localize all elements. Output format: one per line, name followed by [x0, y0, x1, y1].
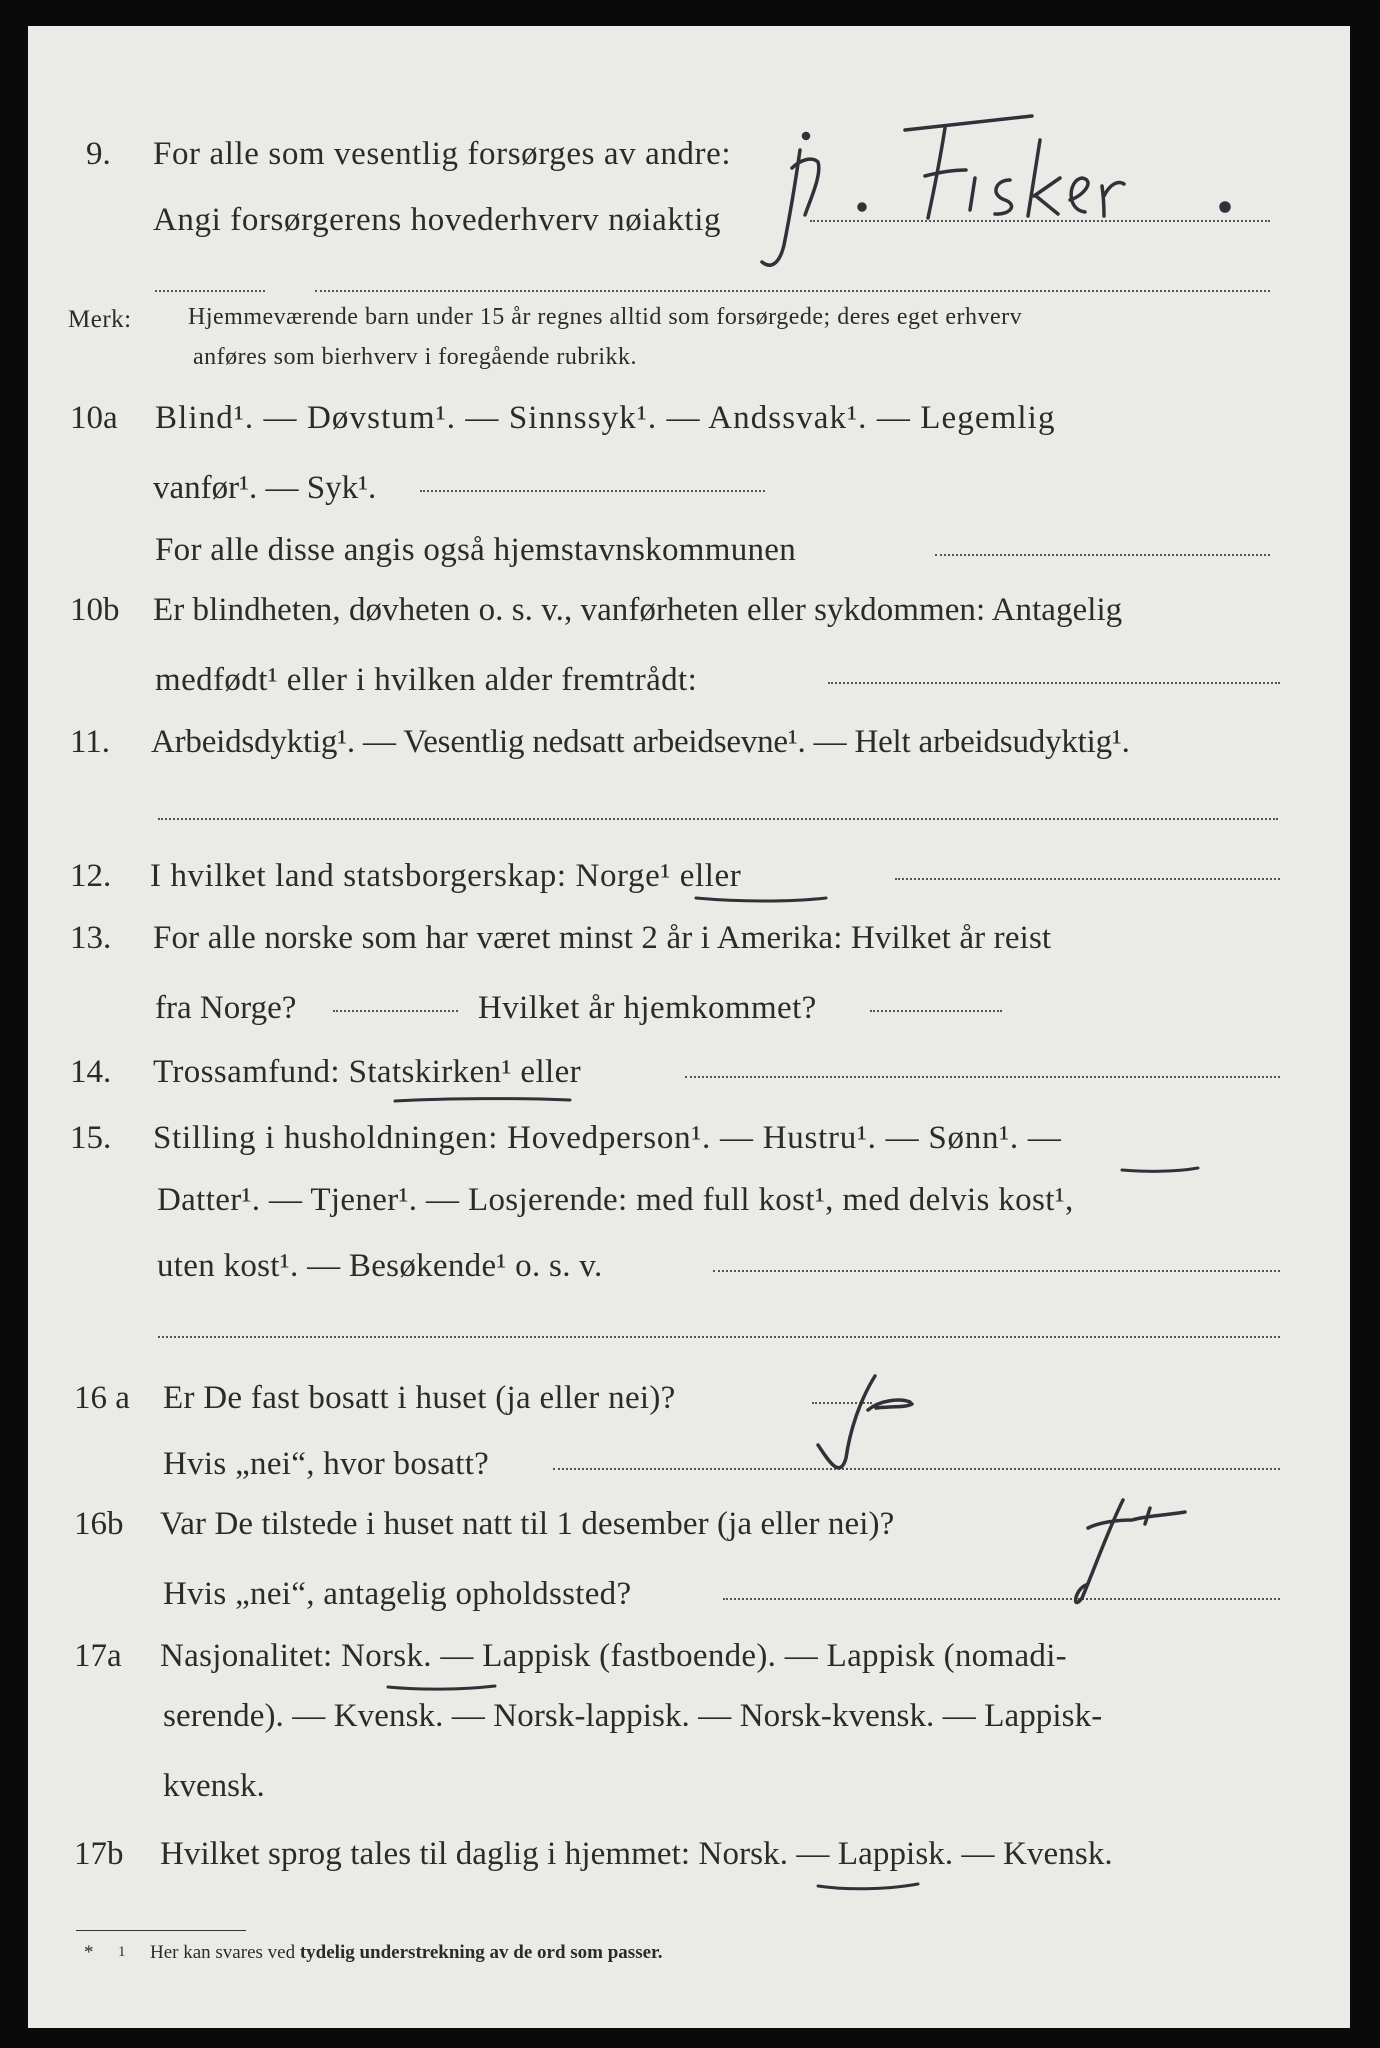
q10b-line1: Er blindheten, døvheten o. s. v., vanførheten eller sykdommen: Antagelig [153, 592, 1123, 628]
q14-line1: Trossamfund: Statskirken¹ eller [153, 1054, 582, 1090]
hw-occupation-period [859, 204, 865, 210]
q11-line1: Arbeidsdyktig¹. — Vesentlig nedsatt arbeidsevne¹. — Helt arbeidsudyktig¹. [151, 724, 1130, 760]
q16a-number: 16 a [74, 1380, 130, 1416]
q17a-line2: serende). — Kvensk. — Norsk-lappisk. — Norsk-kvensk. — Lappisk- [163, 1698, 1103, 1734]
footnote-marker: * [84, 1942, 94, 1963]
footnote-text-bold: tydelig understrekning av de ord som passer. [299, 1942, 663, 1963]
q9-number: 9. [86, 136, 111, 172]
q17b-line1: Hvilket sprog tales til daglig i hjemmet: Norsk. — Lappisk. — Kvensk. [160, 1836, 1113, 1872]
hw-occupation-e [1070, 178, 1088, 212]
hw-occupation-final-period [1221, 203, 1229, 211]
q16b-line2: Hvis „nei“, antagelig opholdssted? [163, 1576, 632, 1612]
underline-norge [696, 898, 826, 901]
q10a-line2: vanfør¹. — Syk¹. [153, 470, 377, 506]
hw-16b-J [1076, 1500, 1123, 1603]
hw-occupation-i [970, 178, 975, 210]
underline-statskirken [395, 1099, 570, 1101]
q17a-line1: Nasjonalitet: Norsk. — Lappisk (fastboende). — Lappisk (nomadi- [160, 1638, 1067, 1674]
hw-occupation-k [1028, 140, 1060, 216]
underline-norsk-17a [388, 1686, 495, 1689]
q9-line2: Angi forsørgerens hovederhverv nøiaktig [153, 202, 722, 238]
hw-occupation-s [995, 180, 1012, 214]
q16a-line1: Er De fast bosatt i huset (ja eller nei)? [163, 1380, 676, 1416]
q14-number: 14. [70, 1054, 112, 1090]
merk-label: Merk: [68, 306, 132, 333]
q17a-line3: kvensk. [163, 1768, 265, 1804]
q16a-line2: Hvis „nei“, hvor bosatt? [163, 1446, 490, 1482]
hw-16b-a [1088, 1512, 1185, 1528]
underline-norsk-17b [818, 1884, 918, 1889]
q15-line2: Datter¹. — Tjener¹. — Losjerende: med full kost¹, med delvis kost¹, [157, 1182, 1074, 1218]
hw-16a-a [868, 1400, 912, 1410]
q10b-line2: medfødt¹ eller i hvilken alder fremtrådt: [155, 662, 698, 698]
q16b-number: 16b [74, 1506, 124, 1542]
q10a-line3: For alle disse angis også hjemstavnskommunen [155, 532, 797, 568]
q17b-number: 17b [74, 1836, 124, 1872]
underline-sonn [1122, 1168, 1198, 1171]
q15-line1: Stilling i husholdningen: Hovedperson¹. — Hustru¹. — Sønn¹. — [153, 1120, 1062, 1156]
q13-line1: For alle norske som har været minst 2 år i Amerika: Hvilket år reist [153, 920, 1052, 956]
q9-line1: For alle som vesentlig forsørges av andre: [153, 136, 732, 172]
q16b-line1: Var De tilstede i huset natt til 1 desember (ja eller nei)? [160, 1506, 895, 1542]
q10a-line1: Blind¹. — Døvstum¹. — Sinnssyk¹. — Andssvak¹. — Legemlig [155, 400, 1056, 436]
merk-line2: anføres som bierhverv i foregående rubrikk. [193, 344, 638, 370]
footnote-ref: 1 [118, 1944, 126, 1960]
hw-occupation-F-top [905, 116, 1032, 130]
q17a-number: 17a [74, 1638, 122, 1674]
hw-occupation-F-bar [925, 170, 966, 176]
q13-line2a: fra Norge? [155, 990, 297, 1026]
q10a-number: 10a [70, 400, 118, 436]
hw-16b-a-stroke [1145, 1508, 1150, 1524]
q13-line2b: Hvilket år hjemkommet? [478, 990, 817, 1026]
q15-number: 15. [70, 1120, 112, 1156]
q10b-number: 10b [70, 592, 120, 628]
q12-line1: I hvilket land statsborgerskap: Norge¹ eller [150, 858, 742, 894]
hw-16a-J [818, 1376, 875, 1468]
hw-occupation-r [1102, 183, 1124, 217]
q12-number: 12. [70, 858, 112, 894]
q13-number: 13. [70, 920, 112, 956]
q15-line3: uten kost¹. — Besøkende¹ o. s. v. [157, 1248, 603, 1284]
merk-line1: Hjemmeværende barn under 15 år regnes alltid som forsørgede; deres eget erhverv [188, 304, 1023, 330]
q11-number: 11. [70, 724, 111, 760]
hw-occupation-j-dot [804, 134, 809, 139]
footnote-text-plain: Her kan svares ved [150, 1942, 300, 1963]
